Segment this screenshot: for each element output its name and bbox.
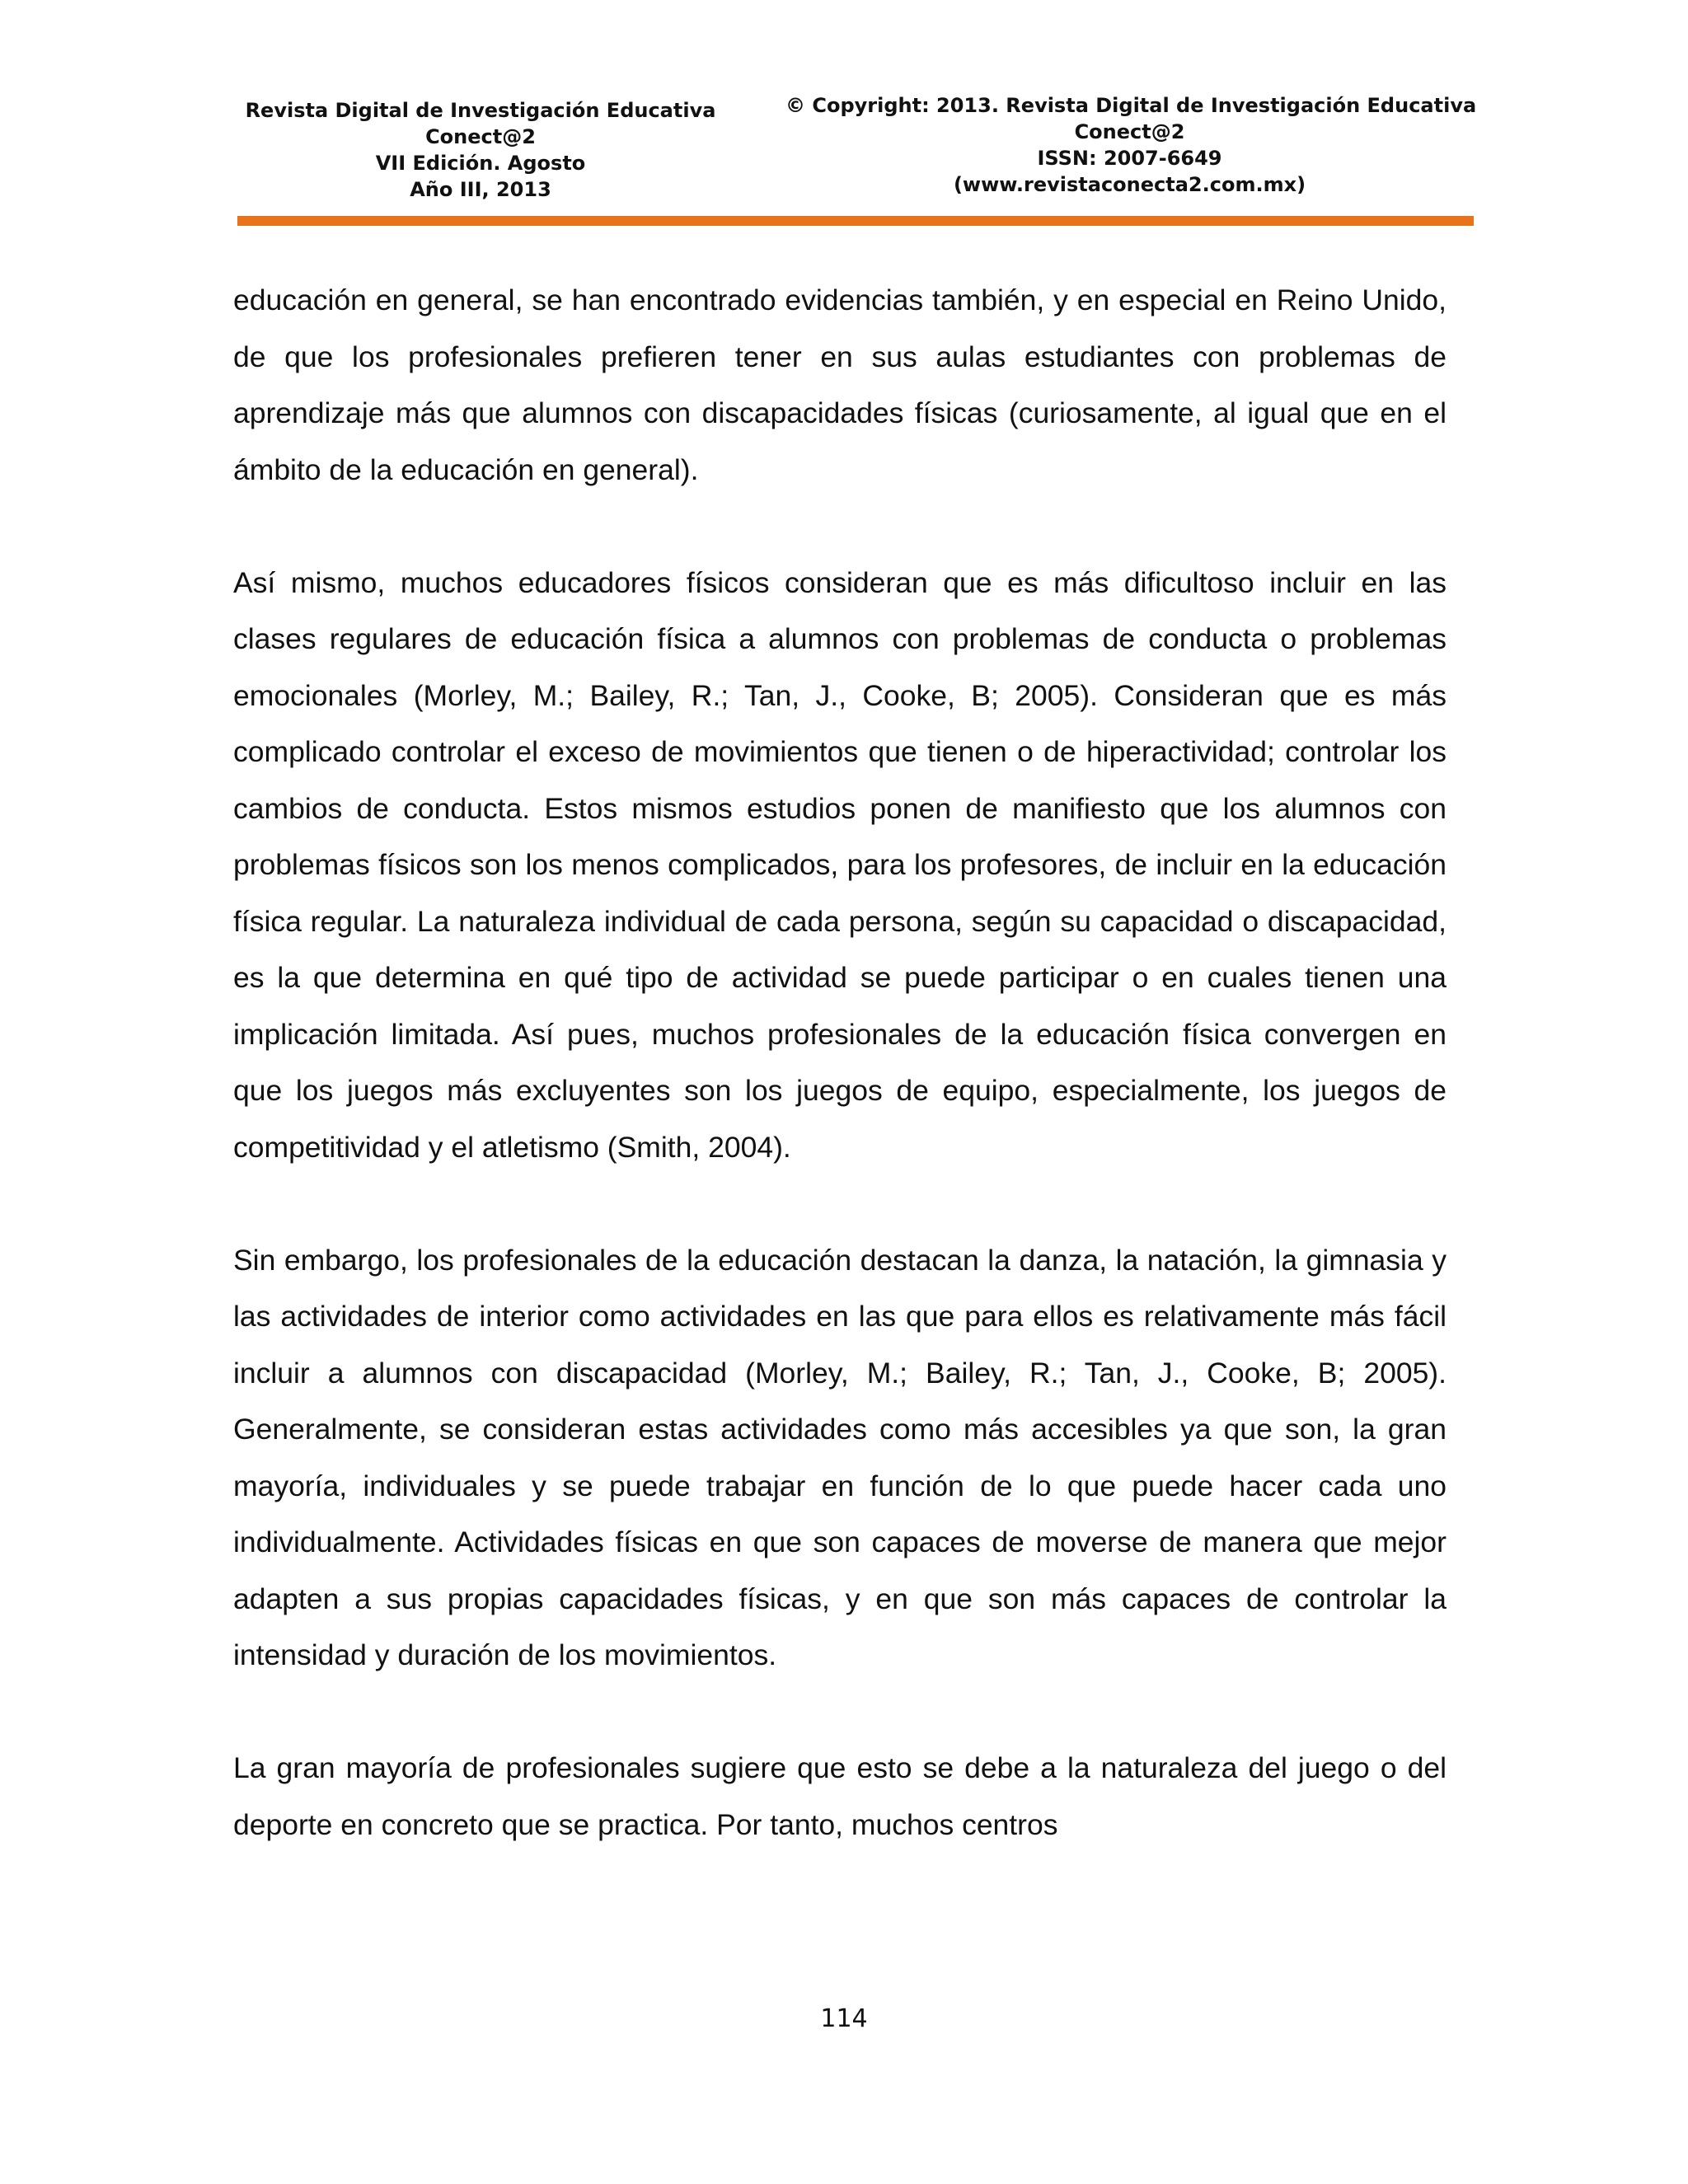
page-header bbox=[237, 92, 1477, 208]
header-divider bbox=[237, 216, 1474, 226]
page-number: 114 bbox=[820, 2004, 868, 2033]
header-journal-title: Revista Digital de Investigación Educativa bbox=[245, 99, 716, 122]
header-journal-info bbox=[237, 97, 724, 203]
header-edition: VII Edición. Agosto bbox=[375, 152, 586, 175]
header-copyright: © Copyright: 2013. Revista Digital de Investigación Educativa bbox=[785, 94, 1477, 117]
paragraph-3: Sin embargo, los profesionales de la educación destacan la danza, la natación, la gimnasia y las actividades de interior como actividades en las que para ellos es relativamente más fácil incluir a alumnos con discapacidad (Morley, M.; Bailey, R.; Tan, J., Cooke, B; 2005). Generalmente, se consideran estas actividades como más accesibles ya que son, la gran mayoría, individuales y se puede trabajar en función de lo que puede hacer cada uno individualmente. Actividades físicas en que son capaces de moverse de manera que mejor adapten a sus propias capacidades físicas, y en que son más capaces de controlar la intensidad y duración de los movimientos. bbox=[233, 1243, 1447, 1671]
header-issn: ISSN: 2007-6649 bbox=[1037, 147, 1222, 170]
header-copyright-info bbox=[785, 92, 1477, 198]
header-website: (www.revistaconecta2.com.mx) bbox=[953, 173, 1306, 196]
header-journal-name: Conect@2 bbox=[425, 125, 536, 148]
paragraph-4: La gran mayoría de profesionales sugiere que esto se debe a la naturaleza del juego o del deporte en concreto que se practica. Por tanto, muchos centros bbox=[233, 1751, 1447, 1841]
header-year: Año III, 2013 bbox=[410, 178, 551, 201]
header-journal-name-right: Conect@2 bbox=[1074, 120, 1185, 143]
body-text bbox=[233, 272, 1447, 1853]
paragraph-1: educación en general, se han encontrado evidencias también, y en especial en Reino Unido, de que los profesionales prefieren tener en sus aulas estudiantes con problemas de aprendizaje más que alumnos con discapacidades físicas (curiosamente, al igual que en el ámbito de la educación en general). bbox=[233, 284, 1447, 486]
paragraph-2: Así mismo, muchos educadores físicos consideran que es más dificultoso incluir en las clases regulares de educación física a alumnos con problemas de conducta o problemas emocionales (Morley, M.; Bailey, R.; Tan, J., Cooke, B; 2005). Consideran que es más complicado controlar el exceso de movimientos que tienen o de hiperactividad; controlar los cambios de conducta. Estos mismos estudios ponen de manifiesto que los alumnos con problemas físicos son los menos complicados, para los profesores, de incluir en la educación física regular. La naturaleza individual de cada persona, según su capacidad o discapacidad, es la que determina en qué tipo de actividad se puede participar o en cuales tienen una implicación limitada. Así pues, muchos profesionales de la educación física convergen en que los juegos más excluyentes son los juegos de equipo, especialmente, los juegos de competitividad y el atletismo (Smith, 2004). bbox=[233, 565, 1447, 1164]
